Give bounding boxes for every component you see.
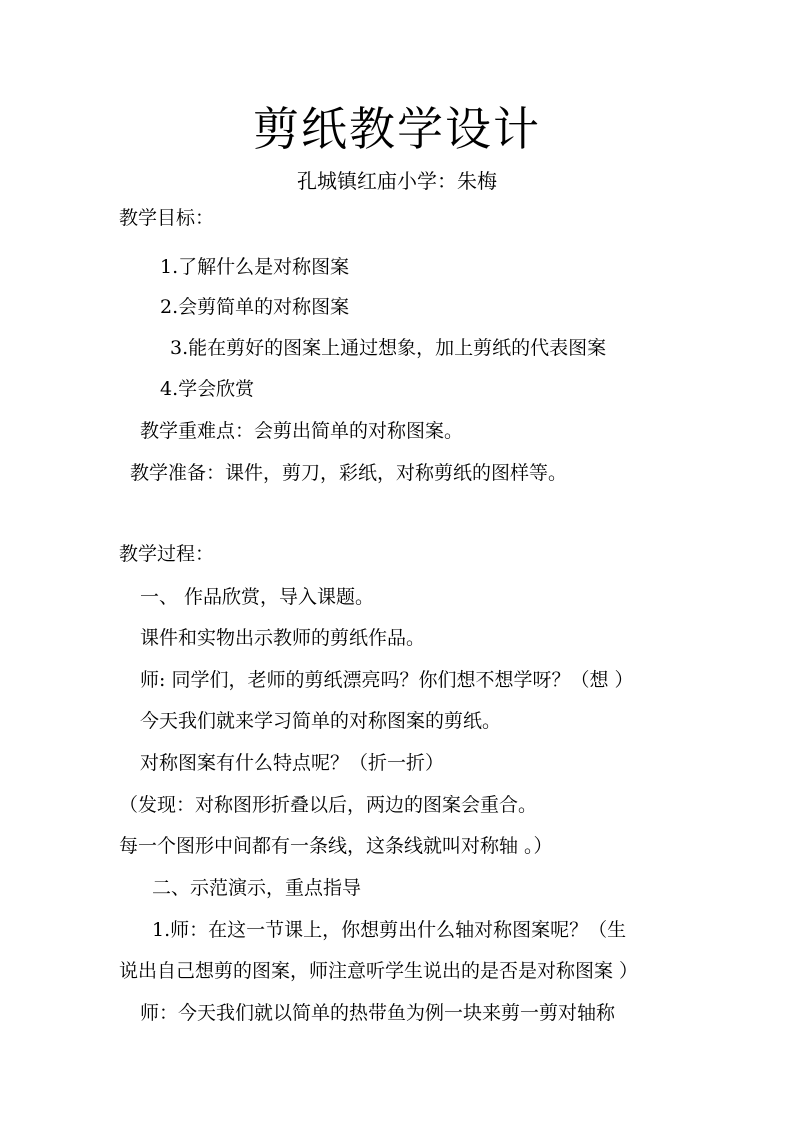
document-subtitle: 孔城镇红庙小学：朱梅	[297, 169, 497, 193]
process-line: 二、示范演示，重点指导	[152, 877, 362, 899]
objective-item: 1.了解什么是对称图案	[160, 256, 350, 278]
objectives-heading: 教学目标：	[119, 207, 215, 229]
teaching-preparation: 教学准备：课件，剪刀，彩纸，对称剪纸的图样等。	[130, 462, 568, 484]
process-heading: 教学过程：	[119, 543, 215, 565]
process-line: 说出自己想剪的图案，师注意听学生说出的是否是对称图案 ）	[119, 960, 639, 982]
process-line: 每一个图形中间都有一条线，这条线就叫对称轴 。）	[119, 835, 553, 857]
process-line: 师：今天我们就以简单的热带鱼为例一块来剪一剪对轴称	[140, 1002, 616, 1024]
process-line: （发现：对称图形折叠以后，两边的图案会重合。	[119, 794, 538, 816]
process-line: 师: 同学们，老师的剪纸漂亮吗？你们想不想学呀？（想 ）	[140, 669, 634, 691]
process-line: 1.师：在这一节课上，你想剪出什么轴对称图案呢？（生	[152, 919, 627, 941]
objective-item: 3.能在剪好的图案上通过想象，加上剪纸的代表图案	[170, 337, 607, 359]
objective-item: 4.学会欣赏	[160, 378, 255, 400]
process-line: 对称图案有什么特点呢？（折一折）	[140, 752, 445, 774]
key-difficulty: 教学重难点：会剪出简单的对称图案。	[140, 420, 464, 442]
process-line: 一、 作品欣赏，导入课题。	[140, 586, 375, 608]
document-title: 剪纸教学设计	[253, 102, 541, 156]
process-line: 课件和实物出示教师的剪纸作品。	[140, 627, 426, 649]
objective-item: 2.会剪简单的对称图案	[160, 296, 350, 318]
process-line: 今天我们就来学习简单的对称图案的剪纸。	[140, 710, 502, 732]
